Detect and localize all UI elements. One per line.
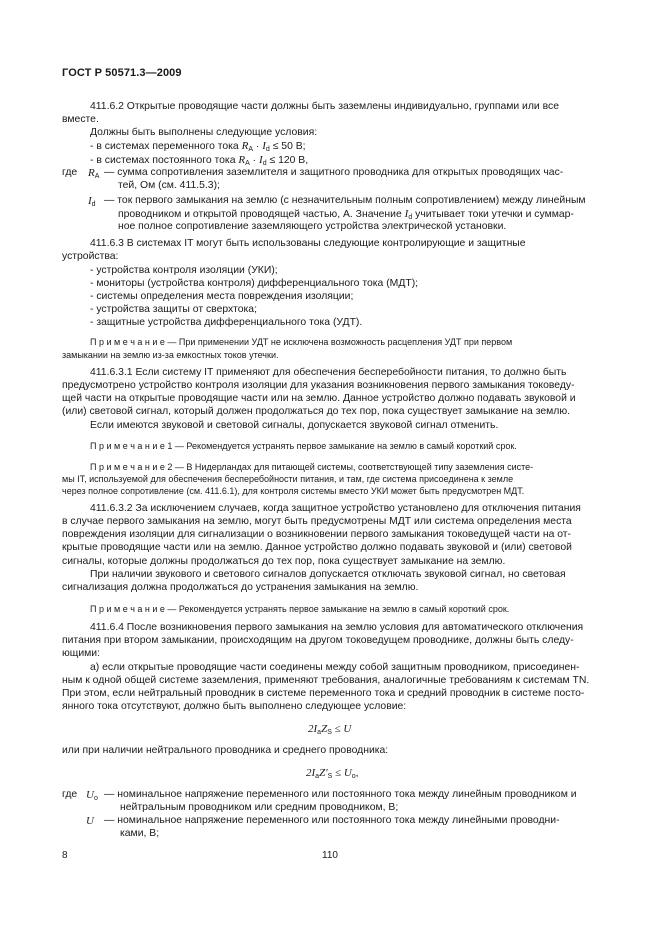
paragraph-line: 411.6.3.2 За исключением случаев, когда защитное устройство установлено для отключения питания (90, 503, 581, 514)
paragraph-line: крытые проводящие части или на землю. Данное устройство должно подавать звуковой и (или) световой (62, 542, 572, 553)
note-label: П р и м е ч а н и е (90, 441, 165, 451)
paragraph-line: янного тока отсутствуют, должно быть выполнено следующее условие: (62, 701, 407, 712)
note-line (90, 440, 517, 452)
formula-part: Z′ (319, 767, 328, 779)
text: проводником и открытой проводящей частью, А. Значение (118, 209, 405, 220)
paragraph-line: 411.6.2 Открытые проводящие части должны быть заземлены индивидуально, группами или все (90, 101, 559, 112)
formula-part: ≤ U (331, 723, 352, 735)
def-line: — сумма сопротивления заземлителя и защитного проводника для открытых проводящих час- (104, 167, 564, 178)
page-number-left: 8 (62, 850, 68, 861)
symbol-sub: A (248, 146, 254, 153)
def-line: тей, Ом (см. 411.5.3); (118, 180, 220, 191)
formula-sub: a (317, 729, 322, 736)
formula-part: Z (321, 723, 328, 735)
def-symbol-u (86, 815, 94, 828)
paragraph-line: При наличии звукового и светового сигналов допускается отключать звуковой сигнал, но световая (90, 569, 566, 580)
note-label: П р и м е ч а н и е (90, 462, 165, 472)
where-label: где (62, 789, 78, 800)
paragraph-line: а) если открытые проводящие части соединены между собой защитным проводником, присоединен- (90, 662, 580, 673)
def-symbol-ra (88, 167, 99, 183)
text: — При применении УДТ не исключена возможность расцепления УДТ при первом (164, 337, 513, 347)
note-line: мы IT, используемой для обеспечения бесперебойности питания, и там, где система присоединена к земле (62, 474, 514, 484)
paragraph-line: в случае первого замыкания на землю, могут быть предусмотрены МДТ или система определения места (62, 516, 572, 527)
text: — Рекомендуется устранять первое замыкание на землю в самый короткий срок. (164, 604, 510, 614)
text: 1 — Рекомендуется устранять первое замыкание на землю в самый короткий срок. (164, 441, 517, 451)
def-symbol-u0 (86, 789, 98, 805)
paragraph-line: вместе. (62, 114, 99, 125)
formula-part: ≤ U (332, 767, 352, 779)
paragraph-line: питания при втором замыкании, происходящим на другом токоведущем проводнике, должны быть следу- (62, 635, 574, 646)
text: - в системах постоянного тока (90, 155, 239, 166)
symbol-id: I (88, 195, 92, 207)
symbol-u0: U (86, 789, 94, 801)
text: ≤ 120 В, (266, 155, 309, 166)
paragraph-line: устройства: (62, 251, 119, 262)
page-number-center: 110 (322, 850, 338, 861)
note-line: через полное сопротивление (см. 411.6.1), для контроля системы вместо УКИ может быть предусмотрен МДТ. (62, 486, 525, 496)
formula-sub: S (327, 729, 332, 736)
note-line (90, 603, 509, 615)
symbol-ra: R (241, 140, 249, 152)
paragraph-line: сигналы, которые должны продолжаться до тех пор, пока существует замыкание на землю. (62, 556, 506, 567)
dot: · (249, 155, 260, 166)
where-label: где (62, 167, 78, 178)
symbol-ra: R (238, 154, 246, 166)
symbol-id: I (259, 154, 263, 166)
def-line: нейтральным проводником или средним проводником, В; (120, 802, 399, 813)
symbol-id: I (404, 208, 409, 220)
paragraph-line: Если имеются звуковой и световой сигналы, допускается звуковой сигнал отменить. (90, 420, 499, 431)
paragraph-line: 411.6.3.1 Если систему IT применяют для обеспечения бесперебойности питания, то должно быть (90, 367, 567, 378)
paragraph-line: повреждения изоляции для сигнализации о возникновении первого замыкания токоведущей части на от- (62, 529, 572, 540)
list-item: - мониторы (устройства контроля) дифференциального тока (МДТ); (90, 278, 419, 289)
paragraph-line: Должны быть выполнены следующие условия: (90, 127, 318, 138)
formula-1 (308, 723, 351, 739)
formula-sub: o (351, 773, 356, 780)
symbol-u: U (86, 815, 94, 827)
paragraph-line: 411.6.4 После возникновения первого замыкания на землю условия для автоматического отключения (90, 622, 584, 633)
list-item: - защитные устройства дифференциального тока (УДТ). (90, 317, 363, 328)
text: 2 — В Нидерландах для питающей системы, соответствующей типу заземления систе- (164, 462, 534, 472)
def-line: — ток первого замыкания на землю (с незначительным полным сопротивлением) между линейным (104, 195, 586, 206)
def-line: ное полное сопротивление заземляющего устройства электрической установки. (118, 221, 507, 232)
paragraph-line: предусмотрено устройство контроля изоляции для указания возникновения первого замыкания токоведу- (62, 380, 575, 391)
formula-part: 2I (308, 723, 318, 735)
def-symbol-id (88, 195, 96, 211)
symbol-sub: d (408, 214, 413, 221)
paragraph-line: (или) световой сигнал, который должен продолжаться до тех пор, пока существует замыкание на землю. (62, 406, 571, 417)
symbol-sub: d (91, 201, 96, 208)
dot: · (253, 141, 263, 152)
list-item: - устройства контроля изоляции (УКИ); (90, 265, 278, 276)
symbol-sub: A (94, 173, 100, 180)
symbol-sub: d (265, 146, 270, 153)
symbol-id: I (262, 140, 266, 152)
note-label: П р и м е ч а н и е (90, 337, 165, 347)
text: ≤ 50 В; (269, 141, 306, 152)
formula-sub: S (327, 773, 333, 780)
paragraph-line: или при наличии нейтрального проводника и среднего проводника: (62, 745, 389, 756)
formula-part: , (355, 768, 359, 779)
note-line (90, 461, 533, 473)
formula-2 (306, 767, 359, 783)
paragraph-line: сигнализация должна продолжаться до устранения замыкания на землю. (62, 582, 419, 593)
note-label: П р и м е ч а н и е (90, 604, 165, 614)
paragraph-line: ющими: (62, 648, 100, 659)
symbol-sub: d (262, 160, 267, 167)
document-header: ГОСТ Р 50571.3—2009 (62, 67, 182, 79)
text: учитывает токи утечки и суммар- (412, 209, 574, 220)
paragraph-line: ным к одной общей системе заземления, применяют требования, аналогичные требованиям к системам TN. (62, 675, 590, 686)
symbol-sub: o (93, 795, 98, 802)
formula-sub: a (315, 773, 320, 780)
list-item: - системы определения места повреждения изоляции; (90, 291, 354, 302)
def-line: ками, В; (120, 828, 160, 839)
paragraph-line: При этом, если нейтральный проводник в системе переменного тока и средний проводник в системе посто- (62, 688, 585, 699)
paragraph-line: 411.6.3 В системах IT могут быть использованы следующие контролирующие и защитные (90, 238, 526, 249)
formula-part: 2I (306, 767, 316, 779)
symbol-sub: A (245, 160, 250, 167)
def-line: — номинальное напряжение переменного или постоянного тока между линейными проводни- (104, 815, 560, 826)
def-line: — номинальное напряжение переменного или постоянного тока между линейным проводником и (104, 789, 577, 800)
note-line: замыкании на землю из-за емкостных токов утечки. (62, 350, 279, 360)
symbol-ra: R (88, 167, 95, 179)
text: - в системах переменного тока (90, 141, 242, 152)
note-line (90, 336, 512, 348)
list-item: - устройства защиты от сверхтока; (90, 304, 257, 315)
paragraph-line: щей части на открытые проводящие части или на землю. Данное устройство должно подавать звуковой и (62, 393, 576, 404)
